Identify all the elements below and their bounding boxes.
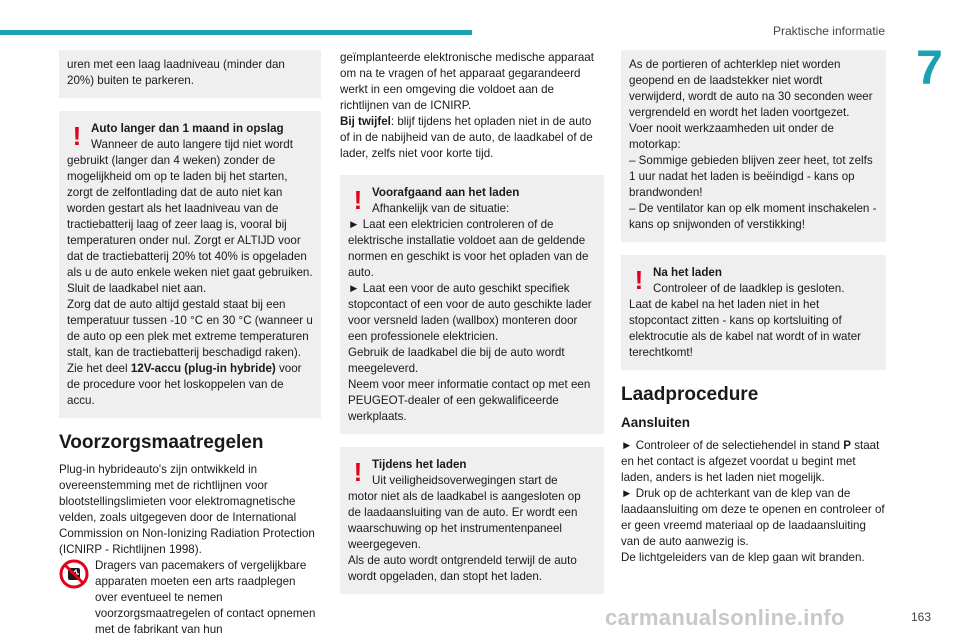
step-text: De lichtgeleiders van de klep gaan wit branden. [621, 551, 865, 564]
warning-text: Neem voor meer informatie contact op met een PEUGEOT-dealer of een gekwalificeerde werkplaats. [348, 378, 591, 423]
paragraph: Bij twijfel: blijf tijdens het opladen niet in de auto of in de nabijheid van de auto, de laadkabel of de lader, zelfs niet voor korte tijd. [340, 115, 593, 160]
warning-box [59, 111, 321, 418]
pacemaker-note [59, 558, 321, 638]
warning-box [621, 255, 886, 370]
warning-title: Tijdens het laden [372, 458, 467, 471]
warning-text: ► Laat een elektricien controleren of de elektrische installatie voldoet aan de geldende normen en geschikt is voor het opladen van de auto. [348, 218, 589, 279]
warning-text: Zorg dat de auto altijd gestald staat bij een temperatuur tussen -10 °C en 30 °C (wanneer u de auto op een plek met extreme temperaturen stalt, kan de tractiebatterij beschadigd raken). [67, 298, 313, 359]
warning-text: Laat de kabel na het laden niet in het stopcontact zitten - kans op kortsluiting of elektrocutie als de kabel nat wordt of in water terechtkomt! [629, 298, 861, 359]
warning-text: Gebruik de laadkabel die bij de auto wordt meegeleverd. [348, 346, 565, 375]
info-box [621, 50, 886, 242]
info-text: Voer nooit werkzaamheden uit onder de motorkap: [629, 122, 834, 151]
cross-reference: 12V-accu (plug-in hybride) [130, 362, 276, 375]
warning-text: Controleer of de laadklep is gesloten. [653, 282, 845, 295]
column-2 [340, 50, 604, 607]
paragraph: geïmplanteerde elektronische medische apparaat om na te vragen of het apparaat gegarandeerd werkt in een omgeving die voldoet aan de richtlijnen van de ICNIRP. [340, 51, 594, 112]
warning-title: Auto langer dan 1 maand in opslag [91, 122, 284, 135]
no-pacemaker-icon [59, 559, 89, 589]
warning-text: Wanneer de auto langere tijd niet wordt [91, 138, 293, 151]
warning-text: Als de auto wordt ontgrendeld terwijl de auto wordt opgeladen, dan stopt het laden. [348, 554, 577, 583]
paragraph: Plug-in hybrideauto's zijn ontwikkeld in overeenstemming met de richtlijnen voor blootstellingslimieten voor elektromagnetische velden, zoals uitgegeven door de International Commission on Non-Ionizing Radiation Protection (ICNIRP - Richtlijnen 1998). [59, 463, 315, 556]
page-number: 163 [910, 610, 931, 624]
warning-title: Voorafgaand aan het laden [372, 186, 520, 199]
column-1 [59, 50, 321, 638]
warning-box [340, 447, 604, 594]
warning-text: Afhankelijk van de situatie: [372, 202, 510, 215]
paragraph: Dragers van pacemakers of vergelijkbare apparaten moeten een arts raadplegen over eventueel te nemen voorzorgsmaatregelen of contact opnemen met de fabrikant van hun [95, 559, 316, 636]
heading-precautions: Voorzorgsmaatregelen [59, 432, 264, 453]
watermark: carmanualsonline.info [605, 605, 845, 630]
column-3 [621, 50, 886, 566]
step-text: ► Druk op de achterkant van de klep van de laadaansluiting om deze te openen en controleer of er geen vreemd materiaal op de laadaansluiting van de auto aanwezig is. [621, 487, 885, 548]
exclamation-icon: ! [353, 457, 363, 487]
warning-title: Na het laden [653, 266, 722, 279]
exclamation-icon: ! [353, 185, 363, 215]
info-text: – Sommige gebieden blijven zeer heet, tot zelfs 1 uur nadat het laden is beëindigd - kans op brandwonden! [629, 154, 873, 199]
info-text: – De ventilator kan op elk moment inschakelen - kans op snijwonden of verstikking! [629, 202, 877, 231]
warning-text: gebruikt (langer dan 4 weken) zonder de mogelijkheid om op te laden bij het starten, zorgt de zelfontlading dat de auto niet kan worden gestart als het laadniveau van de tractiebatterij laag of zeer laag is, vooral bij temperaturen onder nul. Zorgt er ALTIJD voor dat de tractiebatterij 20% tot 40% is opgeladen als u de auto enkele weken niet gaat gebruiken. [67, 154, 313, 279]
section-title: Praktische informatie [772, 24, 885, 38]
warning-text: motor niet als de laadkabel is aangesloten op de laadaansluiting van de auto. Er wordt een waarschuwing op het instrumentenpaneel weergegeven. [348, 490, 581, 551]
warning-text: Sluit de laadkabel niet aan. [67, 282, 207, 295]
heading-charging-procedure: Laadprocedure [621, 384, 759, 405]
subheading-connecting: Aansluiten [621, 415, 691, 430]
warning-text: Zie het deel 12V-accu (plug-in hybride) voor de procedure voor het loskoppelen van de accu. [67, 362, 302, 407]
warning-text: ► Laat een voor de auto geschikt specifiek stopcontact of een voor de auto geschikte lader voor versneld laden (wallbox) monteren door een professionele elektricien. [348, 282, 592, 343]
exclamation-icon: ! [634, 265, 644, 295]
exclamation-icon: ! [72, 121, 82, 151]
header-accent-bar [0, 30, 472, 35]
warning-text: Uit veiligheidsoverwegingen start de [372, 474, 558, 487]
step-text: ► Controleer of de selectiehendel in stand P staat en het contact is afgezet voordat u begint met laden, anders is het laden niet mogelijk. [621, 439, 880, 484]
info-box [59, 50, 321, 98]
info-text: uren met een laag laadniveau (minder dan 20%) buiten te parkeren. [67, 58, 285, 87]
info-text: As de portieren of achterklep niet worden geopend en de laadstekker niet wordt verwijderd, wordt de auto na 30 seconden weer vergrendeld en wordt het laden voortgezet. [629, 58, 873, 119]
chapter-number: 7 [899, 37, 960, 99]
warning-box [340, 175, 604, 434]
